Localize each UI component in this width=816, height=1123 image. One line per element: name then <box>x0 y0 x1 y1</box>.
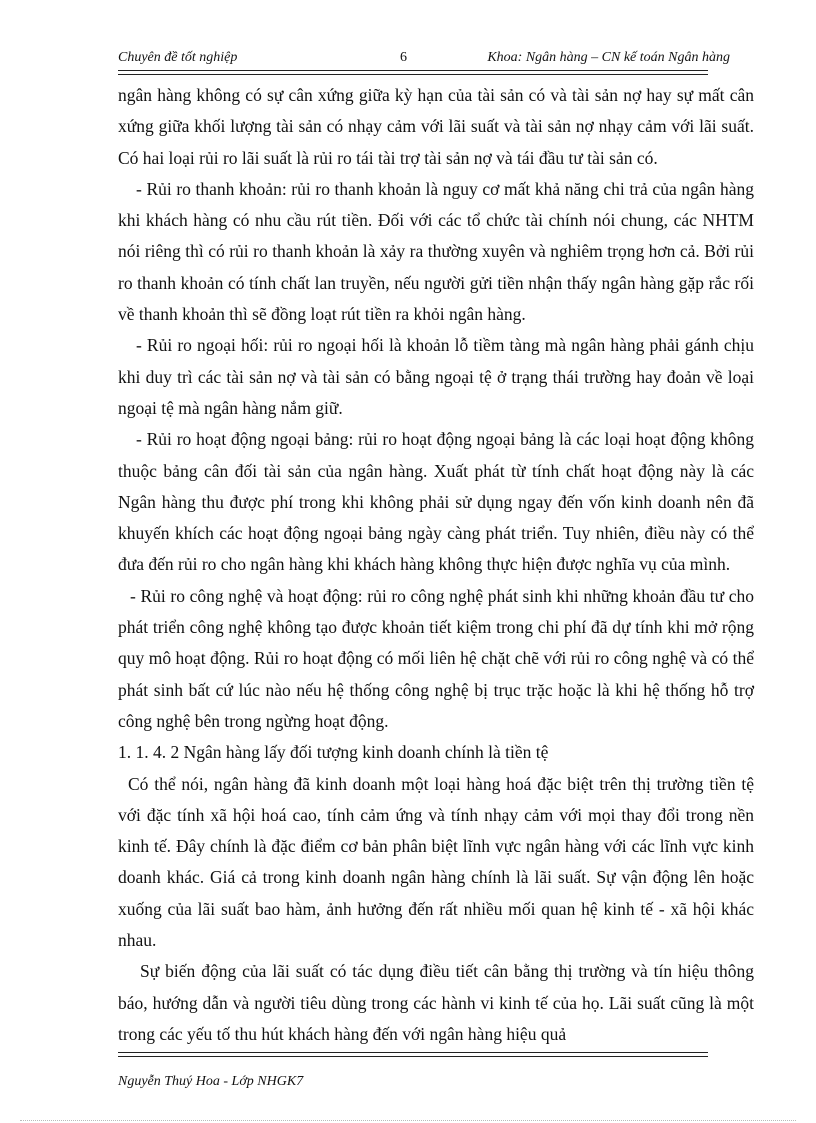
paragraph-liquidity-risk: - Rủi ro thanh khoản: rủi ro thanh khoản là nguy cơ mất khả năng chi trả của ngân hàng khi khách hàng có nhu cầu rút tiền. Đối với các tổ chức tài chính nói chung, các NHTM nói riêng thì có rủi ro thanh khoản là xảy ra thường xuyên và nghiêm trọng hơn cả. Bởi rủi ro thanh khoản có tính chất lan truyền, nếu người gửi tiền nhận thấy ngân hàng gặp rắc rối về thanh khoản thì sẽ đồng loạt rút tiền ra khỏi ngân hàng. <box>118 178 754 325</box>
footer-divider <box>118 1052 708 1057</box>
header-divider <box>118 70 708 75</box>
header-department: Khoa: Ngân hàng – CN kế toán Ngân hàng <box>487 50 730 65</box>
paragraph-interest-rate-risk: ngân hàng không có sự cân xứng giữa kỳ hạn của tài sản có và tài sản nợ hay sự mất cân xứng giữa khối lượng tài sản có nhạy cảm với lãi suất và tài sản nợ nhạy cảm với lãi suất. Có hai loại rủi ro lãi suất là rủi ro tái tài trợ tài sản nợ và tái đầu tư tài sản có. <box>118 85 754 168</box>
paragraph-fx-risk: - Rủi ro ngoại hối: rủi ro ngoại hối là khoản lỗ tiềm tàng mà ngân hàng phải gánh chịu khi duy trì các tài sản nợ và tài sản có bằng ngoại tệ ở trạng thái trường hay đoản về loại ngoại tệ mà ngân hàng nắm giữ. <box>118 335 754 418</box>
page-footer <box>118 1074 303 1090</box>
paragraph-technology-risk: - Rủi ro công nghệ và hoạt động: rủi ro công nghệ phát sinh khi những khoản đầu tư cho phát triển công nghệ không tạo được khoản tiết kiệm trong chi phí đã dự tính khi mở rộng quy mô hoạt động. Rủi ro hoạt động có mối liên hệ chặt chẽ với rủi ro công nghệ và có thể phát sinh bất cứ lúc nào nếu hệ thống công nghệ bị trục trặc hoặc là khi hệ thống hỗ trợ công nghệ bên trong ngừng hoạt động. <box>118 585 754 731</box>
page-number: 6 <box>400 50 407 65</box>
page-boundary <box>20 1120 796 1121</box>
header-title: Chuyên đề tốt nghiệp <box>118 50 238 65</box>
paragraph-interest-fluctuation: Sự biến động của lãi suất có tác dụng điều tiết cân bằng thị trường và tín hiệu thông báo, hướng dẫn và người tiêu dùng trong các hành vi kinh tế của họ. Lãi suất cũng là một trong các yếu tố thu hút khách hàng đến với ngân hàng hiệu quả <box>118 961 754 1044</box>
paragraph-money-business: Có thể nói, ngân hàng đã kinh doanh một loại hàng hoá đặc biệt trên thị trường tiền tệ với đặc tính xã hội hoá cao, tính cảm ứng và tính nhạy cảm với mọi thay đổi trong nền kinh tế. Đây chính là đặc điểm cơ bản phân biệt lĩnh vực ngân hàng với các lĩnh vực kinh doanh khác. Giá cả trong kinh doanh ngân hàng chính là lãi suất. Sự vận động lên hoặc xuống của lãi suất bao hàm, ảnh hưởng đến rất nhiều mối quan hệ kinh tế - xã hội khác nhau. <box>118 773 754 951</box>
page-header <box>118 50 730 66</box>
document-body <box>118 80 754 1050</box>
section-heading: 1. 1. 4. 2 Ngân hàng lấy đối tượng kinh doanh chính là tiền tệ <box>118 742 549 763</box>
paragraph-off-balance-risk: - Rủi ro hoạt động ngoại bảng: rủi ro hoạt động ngoại bảng là các loại hoạt động không thuộc bảng cân đối tài sản của ngân hàng. Xuất phát từ tính chất hoạt động này là các Ngân hàng thu được phí trong khi không phải sử dụng ngay đến vốn kinh doanh nên đã khuyến khích các hoạt động ngoại bảng ngày càng phát triển. Tuy nhiên, điều này có thể đưa đến rủi ro cho ngân hàng khi khách hàng không thực hiện được nghĩa vụ của mình. <box>118 429 754 575</box>
footer-author: Nguyễn Thuý Hoa - Lớp NHGK7 <box>118 1074 304 1089</box>
